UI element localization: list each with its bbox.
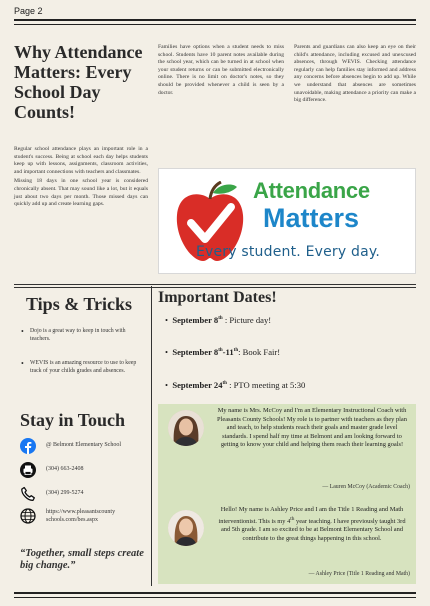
date-item [165, 315, 271, 325]
page-number: Page 2 [14, 6, 43, 16]
person-photo-icon [168, 510, 204, 546]
date-description: : PTO meeting at 5:30 [226, 380, 306, 390]
staff-bio [214, 506, 410, 544]
closing-quote: “Together, small steps create big change.” [20, 548, 144, 571]
tip-item [14, 328, 144, 344]
date-description: : Picture day! [222, 315, 272, 325]
phone-number: (304) 663-2408 [46, 466, 84, 472]
tip-text: WEVIS is an amazing resource to use to keep track of your childs grades and absences. [30, 360, 137, 374]
contact-phone-alt[interactable] [20, 486, 145, 506]
header-rule-thin [14, 24, 416, 25]
contact-website[interactable] [20, 508, 145, 528]
date-suffix: th [218, 316, 223, 322]
banner-tagline: Every student. Every day. [195, 244, 381, 260]
date-item [165, 347, 280, 357]
article-column-b: Families have options when a student needs to miss school. Students have 10 parent notes available during the school year, which can be turned in at school when your student returns or can be submitted electronically online. There is no limit on doctor's notes, so they should be provided whenever a child is seen by a doctor. [158, 44, 284, 96]
date-suffix: th [218, 348, 223, 354]
footer-rule-thin [14, 597, 416, 598]
header-rule [14, 19, 416, 21]
bullet-icon: • [165, 315, 173, 325]
date-suffix: th [233, 348, 239, 354]
tips-heading: Tips & Tricks [26, 294, 133, 314]
date-range-end: -11 [222, 347, 234, 357]
tip-text: Dojo is a great way to keep in touch with teachers. [30, 328, 126, 342]
facebook-icon [20, 438, 36, 454]
staff-bio-part: Hello! My name is Ashley Price and I am the Title 1 Reading and Math interventionist. This is my 4 [218, 506, 404, 525]
bullet-icon: • [165, 347, 173, 357]
facebook-handle: @ Belmont Elementary School [46, 442, 122, 448]
date-label: September 8 [172, 315, 219, 325]
section-divider-thin [14, 287, 416, 288]
dates-heading: Important Dates! [158, 289, 277, 306]
bullet-icon: • [21, 359, 24, 368]
globe-icon [20, 508, 36, 524]
footer-rule [14, 592, 416, 594]
date-description: : Book Fair! [238, 347, 281, 357]
contact-phone[interactable] [20, 462, 145, 482]
printer-icon [20, 462, 36, 478]
date-item [165, 380, 305, 390]
staff-signature: — Lauren McCoy (Academic Coach) [322, 484, 410, 490]
contact-facebook[interactable] [20, 438, 145, 458]
intro-paragraph-2: Missing 18 days in one school year is considered chronically absent. That may sound like a lot, but it equals just about two days per month. Those missed days can quickly add up and create learning gaps. [14, 178, 148, 208]
intro-text [14, 146, 148, 211]
tip-item [14, 360, 144, 376]
banner-title-line2: Matters [263, 203, 360, 233]
person-photo-icon [168, 410, 204, 446]
staff-signature: — Ashley Price (Title 1 Reading and Math) [308, 571, 410, 577]
section-divider [14, 284, 416, 285]
website-url: https://www.pleasantscounty schools.com/bes.aspx [46, 509, 116, 523]
staff-bio: My name is Mrs. McCoy and I'm an Elementary Instructional Coach with Pleasants County Schools! My role is to partner with teachers as they plan and teach, to help students reach their goals and master grade level standards. I spend half my time at Belmont and am looking forward to getting to know your child and helping them reach their learning goals! [217, 407, 407, 449]
bullet-icon: • [165, 380, 173, 390]
date-label: September 24 [172, 380, 223, 390]
staff-bio-part: year teaching. I have previously taught 3rd and 5th grade. I am so excited to be at Belmont Elementary School and contribute to the great things happening in this school. [220, 517, 406, 542]
staff-bio-suffix: th [290, 515, 295, 522]
contact-heading: Stay in Touch [20, 410, 126, 430]
article-title: Why Attendance Matters: Every School Day Counts! [14, 42, 143, 122]
phone-icon [20, 486, 36, 502]
intro-paragraph-1: Regular school attendance plays an important role in a student's success. Being at school each day helps students keep up with lessons, assignments, classroom activities, and important connections with teachers and classmates. [14, 146, 148, 175]
date-label: September 8 [172, 347, 219, 357]
date-suffix: th [222, 381, 227, 387]
bullet-icon: • [21, 327, 24, 336]
attendance-matters-banner [158, 168, 416, 274]
staff-introductions [158, 404, 416, 584]
banner-title-line1: Attendance [253, 178, 370, 203]
column-divider [151, 286, 152, 586]
avatar [168, 510, 204, 546]
alt-phone-number: (304) 299-5274 [46, 490, 84, 496]
article-column-c: Parents and guardians can also keep an eye on their child's attendance, including excused and unexcused absences, through WEVIS. Checking attendance regularly can help families stay informed and address any concerns before absences begin to add up. While we understand that absences are sometimes unavoidable, making attendance a priority can make a big difference. [294, 44, 416, 104]
avatar [168, 410, 204, 446]
